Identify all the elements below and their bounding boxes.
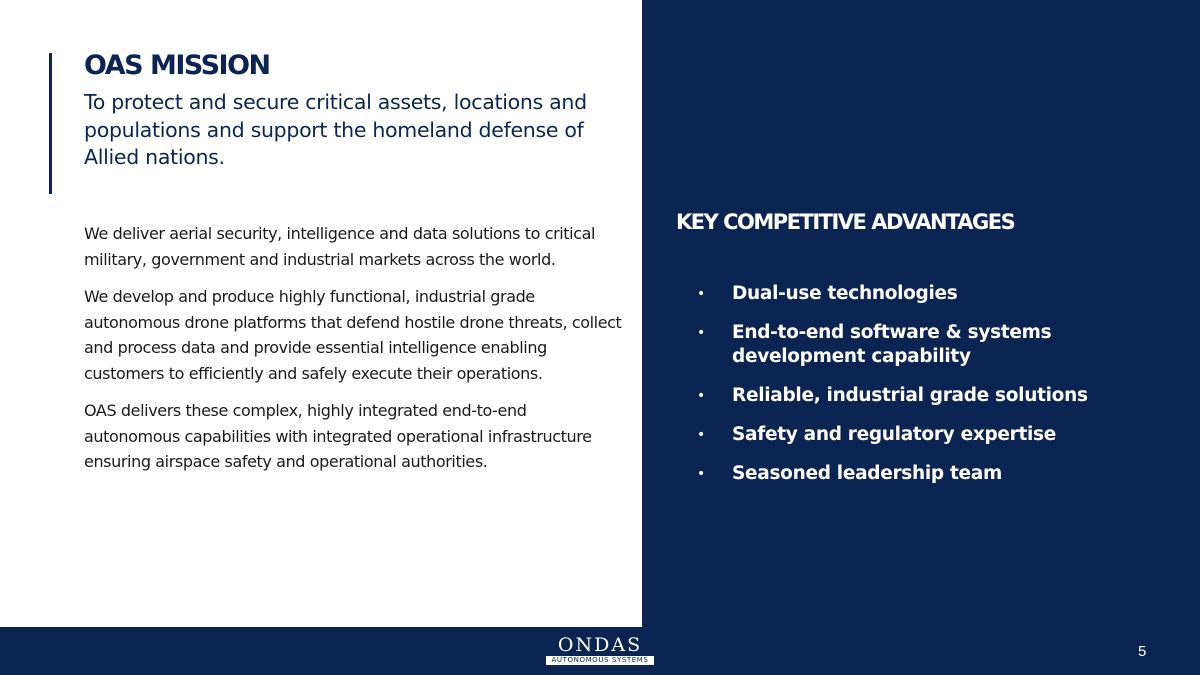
body-paragraph: We develop and produce highly functional, industrial grade autonomous drone platforms that defend hostile drone threats, collect and process data and provide essential intelligence enabling customers to efficiently and safely execute their operations. xyxy=(84,287,622,383)
advantage-item xyxy=(697,282,1177,306)
body-paragraph: OAS delivers these complex, highly integrated end-to-end autonomous capabilities with integrated operational infrastructure ensuring airspace safety and operational authorities. xyxy=(84,401,592,471)
page-number: 5 xyxy=(1138,643,1147,660)
advantages-title: KEY COMPETITIVE ADVANTAGES xyxy=(676,210,1015,234)
bullet-icon: • xyxy=(697,286,705,302)
advantage-label: Reliable, industrial grade solutions xyxy=(732,385,1088,406)
advantage-item xyxy=(697,321,1177,369)
logo-name: ONDAS xyxy=(557,634,643,656)
bullet-icon: • xyxy=(697,388,705,404)
advantage-item xyxy=(697,462,1177,486)
advantage-label: Safety and regulatory expertise xyxy=(732,424,1057,445)
body-text xyxy=(84,221,624,487)
logo-tagline: AUTONOMOUS SYSTEMS xyxy=(546,656,654,665)
advantage-label: Dual-use technologies xyxy=(732,283,958,304)
bullet-icon: • xyxy=(697,466,705,482)
ondas-logo xyxy=(546,636,654,666)
body-paragraph: We deliver aerial security, intelligence and data solutions to critical military, government and industrial markets across the world. xyxy=(84,224,596,269)
bullet-icon: • xyxy=(697,427,705,443)
bullet-icon: • xyxy=(697,325,705,341)
advantage-item xyxy=(697,423,1177,447)
advantage-item xyxy=(697,384,1177,408)
advantage-label: End-to-end software & systems development capability xyxy=(732,322,1052,367)
mission-statement: To protect and secure critical assets, locations and populations and support the homeland defense of Allied nations. xyxy=(84,90,587,169)
advantages-list xyxy=(697,282,1177,501)
accent-bar xyxy=(49,53,52,194)
advantage-label: Seasoned leadership team xyxy=(732,463,1002,484)
mission-title: OAS MISSION xyxy=(84,50,270,81)
